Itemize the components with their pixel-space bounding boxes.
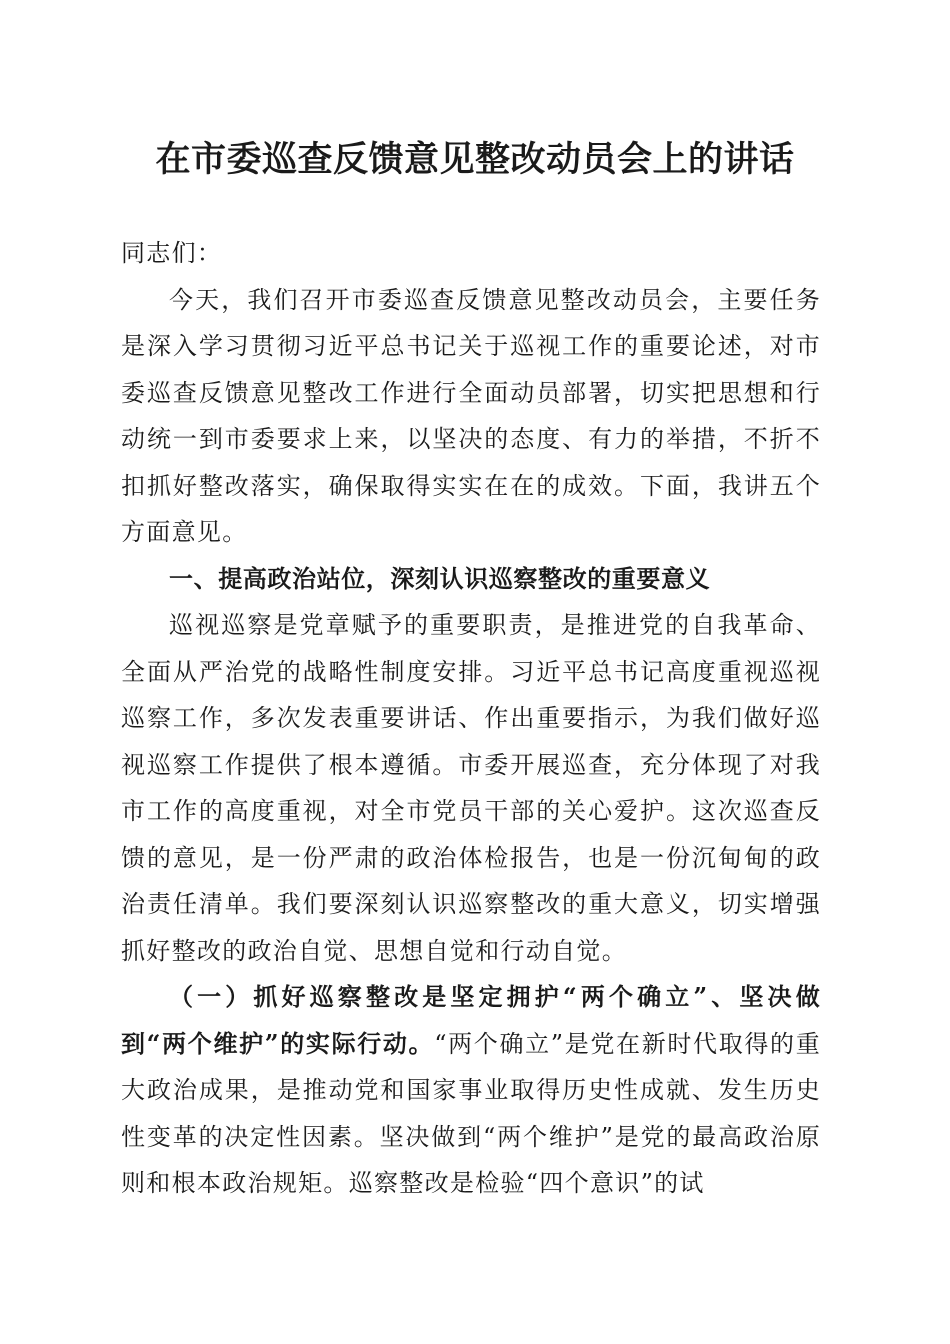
- subsection-one-text: “两个确立”是党在新时代取得的重大政治成果，是推动党和国家事业取得历史性成就、发生历史性变革的决定性因素。坚决做到“两个维护”是党的最高政治原则和根本政治规矩。巡察整改是检验“四个意识”的试: [121, 1029, 821, 1197]
- subsection-one-lead: （一）抓好巡察整改是坚定拥护“两个确立”、坚决做到“两个维护”的实际行动。: [121, 982, 821, 1058]
- section-one-heading: 一、提高政治站位，深刻认识巡察整改的重要意义: [169, 564, 711, 593]
- subsection-one-paragraph: [121, 974, 821, 1207]
- opening-paragraph: 今天，我们召开市委巡查反馈意见整改动员会，主要任务是深入学习贯彻习近平总书记关于巡视工作的重要论述，对市委巡查反馈意见整改工作进行全面动员部署，切实把思想和行动统一到市委要求上来，以坚决的态度、有力的举措，不折不扣抓好整改落实，确保取得实实在在的成效。下面，我讲五个方面意见。: [121, 285, 821, 546]
- document-title: 在市委巡查反馈意见整改动员会上的讲话: [155, 139, 795, 180]
- salutation: 同志们：: [121, 239, 223, 267]
- document-body: [121, 230, 821, 1207]
- section-one-paragraph: 巡视巡察是党章赋予的重要职责，是推进党的自我革命、全面从严治党的战略性制度安排。习近平总书记高度重视巡视巡察工作，多次发表重要讲话、作出重要指示，为我们做好巡视巡察工作提供了根本遵循。市委开展巡查，充分体现了对我市工作的高度重视，对全市党员干部的关心爱护。这次巡查反馈的意见，是一份严肃的政治体检报告，也是一份沉甸甸的政治责任清单。我们要深刻认识巡察整改的重大意义，切实增强抓好整改的政治自觉、思想自觉和行动自觉。: [121, 611, 821, 965]
